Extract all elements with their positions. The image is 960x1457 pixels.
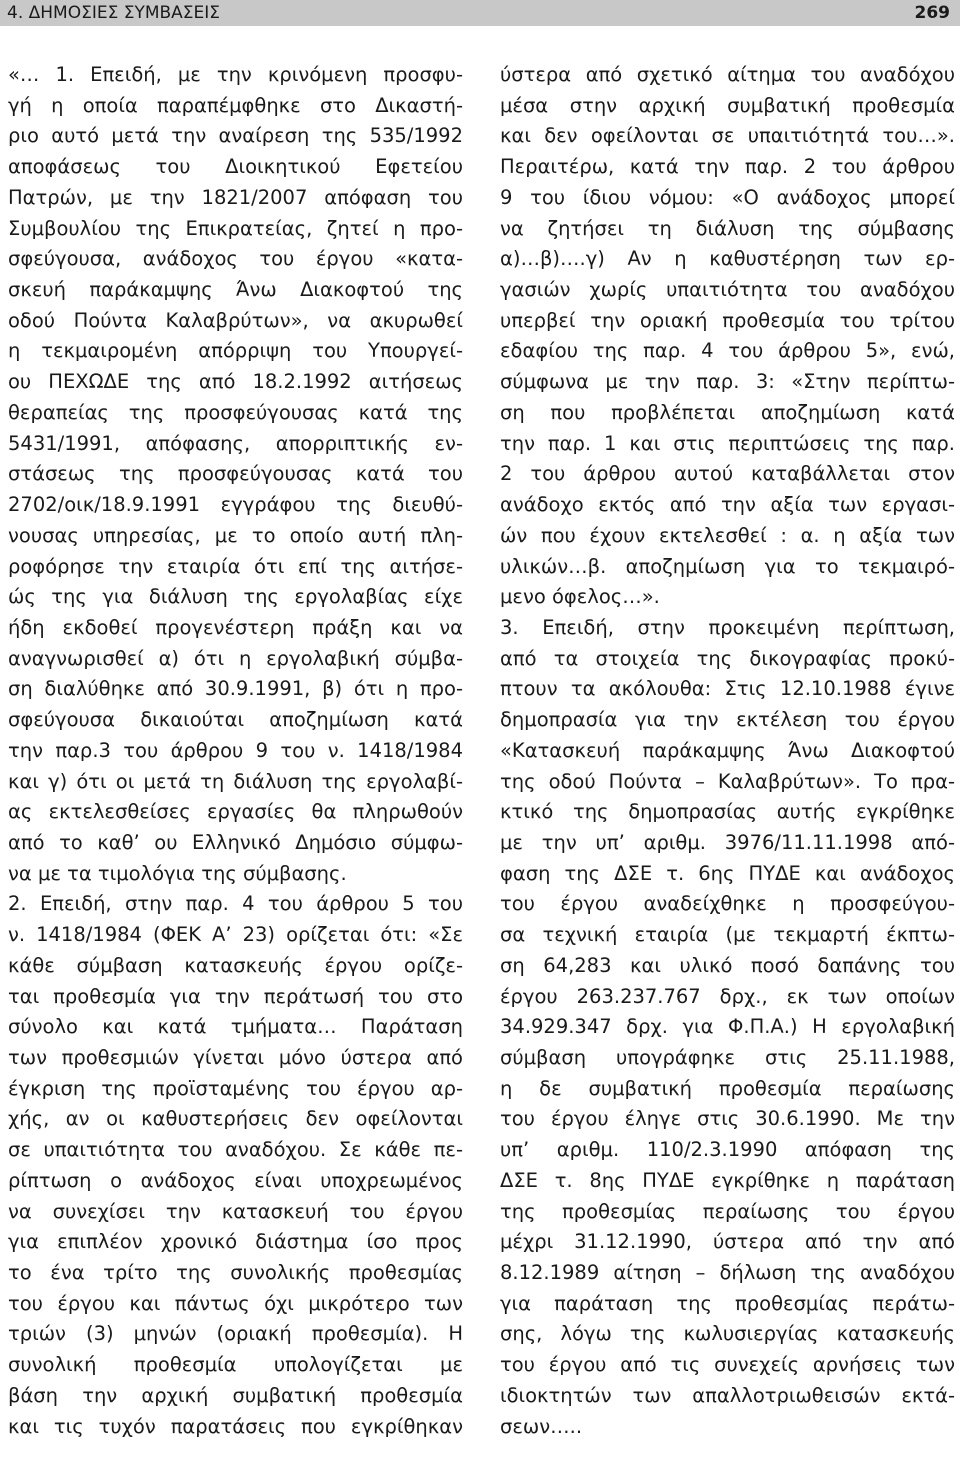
right-column-line: «Κατασκευή παράκαμψης Άνω Διακοφτού (500, 738, 955, 762)
right-column-line: δημοπρασία για την εκτέλεση του έργου (500, 708, 955, 732)
left-column-line: ήδη εκδοθεί προγενέστερη πράξη και να (8, 615, 463, 639)
left-column-line: σε υπαιτιότητα του αναδόχου. Σε κάθε πε- (8, 1138, 463, 1162)
right-column-line: σύμβαση υπογράφηκε στις 25.11.1988, (500, 1046, 955, 1069)
right-column-line: υλικών…β. αποζημίωση για το τεκμαιρό- (500, 554, 955, 578)
left-column-line: για επιπλέον χρονικό διάστημα ίσο προς (8, 1230, 463, 1254)
right-column-line: έργου 263.237.767 δρχ., εκ των οποίων (500, 984, 955, 1008)
section-title: 4. ΔΗΜΟΣΙΕΣ ΣΥΜΒΑΣΕΙΣ (7, 3, 221, 23)
left-column-line: στάσεως της προσφεύγουσας κατά του (8, 462, 463, 486)
right-column (500, 60, 955, 1442)
left-column-line: σκευή παράκαμψης Άνω Διακοφτού της (8, 278, 463, 302)
right-column-line: από τα στοιχεία της δικογραφίας προκύ- (500, 646, 955, 670)
left-column-line: η τεκμαιρομένη απόρριψη του Υπουργεί- (8, 339, 463, 363)
right-column-line: του έργου αναδείχθηκε η προσφεύγου- (500, 892, 955, 916)
left-column-line: Πατρών, με την 1821/2007 απόφαση του (8, 185, 463, 209)
right-column-line: 8.12.1989 αίτηση – δήλωση της αναδόχου (500, 1261, 955, 1285)
left-column-line: ου ΠΕΧΩΔΕ της από 18.2.1992 αιτήσεως (8, 370, 463, 394)
right-column-line: φαση της ΔΣΕ τ. 6ης ΠΥΔΕ και ανάδοχος (500, 861, 955, 885)
left-column-line: 5431/1991, απόφασης, απορριπτικής εν- (8, 431, 463, 455)
right-column-line: γασιών χωρίς υπαιτιότητα του αναδόχου (500, 278, 955, 302)
right-column-line: ση 64,283 και υλικό ποσό δαπάνης του (500, 953, 955, 977)
running-header (0, 0, 960, 26)
left-column-line: θεραπείας της προσφεύγουσας κατά της (8, 400, 463, 424)
left-column-line: κάθε σύμβαση κατασκευής έργου ορίζε- (8, 953, 463, 977)
left-column-line: 2. Επειδή, στην παρ. 4 του άρθρου 5 του (8, 892, 463, 916)
right-column-line: ύστερα από σχετικό αίτημα του αναδόχου (500, 63, 955, 86)
left-column-line: ση διαλύθηκε από 30.9.1991, β) ότι η προ- (8, 677, 463, 701)
right-column-line: ανάδοχο εκτός από την αξία των εργασι- (500, 493, 955, 517)
left-column-line: έγκριση της προϊσταμένης του έργου αρ- (8, 1076, 463, 1100)
right-column-line: 2 του άρθρου αυτού καταβάλλεται στον (500, 462, 955, 486)
right-column-line: μέσα στην αρχική συμβατική προθεσμία (500, 93, 955, 117)
left-column-line: τριών (3) μηνών (οριακή προθεσμία). Η (8, 1322, 463, 1346)
right-column-line: μέχρι 31.12.1990, ύστερα από την από (500, 1230, 955, 1254)
left-column-line: ας εκτελεσθείσες εργασίες θα πληρωθούν (8, 800, 463, 824)
right-column-line: του έργου έληγε στις 30.6.1990. Με την (500, 1107, 955, 1131)
right-column-line: 3. Επειδή, στην προκειμένη περίπτωση, (500, 615, 955, 639)
left-column-line: την παρ.3 του άρθρου 9 του ν. 1418/1984 (8, 738, 463, 762)
right-column-line: 34.929.347 δρχ. για Φ.Π.Α.) Η εργολαβική (500, 1015, 955, 1039)
left-column-line: ροφόρησε την εταιρία ότι επί της αιτήσε- (8, 554, 463, 578)
left-column-line: ριο αυτό μετά την αναίρεση της 535/1992 (8, 124, 463, 148)
right-column-line: σης, λόγω της κωλυσιεργίας κατασκευής (500, 1322, 955, 1346)
left-column-line: ώς της για διάλυση της εργολαβίας είχε (8, 585, 463, 609)
right-column-line: μενο όφελος…». (500, 585, 660, 609)
left-column-line: γή η οποία παραπέμφθηκε στο Δικαστή- (8, 93, 463, 117)
right-column-line: εδαφίου της παρ. 4 του άρθρου 5», ενώ, (500, 339, 955, 363)
left-column-line: ν. 1418/1984 (ΦΕΚ Α’ 23) ορίζεται ότι: «Σε (8, 923, 463, 947)
left-column-line: Συμβουλίου της Επικρατείας, ζητεί η προ- (8, 216, 463, 240)
right-column-line: ιδιοκτητών των απαλλοτριωθεισών εκτά- (500, 1383, 955, 1407)
right-column-line: κτικό της δημοπρασίας αυτής εγκρίθηκε (500, 800, 955, 824)
left-column-line: από το καθ’ ου Ελληνικό Δημόσιο σύμφω- (8, 830, 463, 854)
left-column-line: 2702/οικ/18.9.1991 εγγράφου της διευθύ- (8, 493, 463, 517)
left-column-line: και γ) ότι οι μετά τη διάλυση της εργολαβί- (8, 769, 463, 793)
right-column-line: Περαιτέρω, κατά την παρ. 2 του άρθρου (500, 155, 955, 179)
right-column-line: ΔΣΕ τ. 8ης ΠΥΔΕ εγκρίθηκε η παράταση (500, 1168, 955, 1192)
left-column (8, 60, 463, 1442)
left-column-line: να συνεχίσει την κατασκευή του έργου (8, 1199, 463, 1223)
right-column-line: ών που έχουν εκτελεσθεί : α. η αξία των (500, 523, 955, 547)
left-column-line: να με τα τιμολόγια της σύμβασης. (8, 861, 347, 885)
left-column-line: σφεύγουσα δικαιούται αποζημίωση κατά (8, 708, 463, 732)
left-column-line: σύνολο και κατά τμήματα… Παράταση (8, 1015, 463, 1039)
left-column-line: βάση την αρχική συμβατική προθεσμία (8, 1383, 463, 1407)
right-column-line: της οδού Πούντα – Καλαβρύτων». Το πρα- (500, 769, 955, 793)
left-column-line: αναγνωρισθεί α) ότι η εργολαβική σύμβα- (8, 646, 463, 670)
left-column-line: νουσας υπηρεσίας, με το οποίο αυτή πλη- (8, 523, 463, 547)
right-column-line: πτουν τα ακόλουθα: Στις 12.10.1988 έγινε (500, 677, 955, 701)
left-column-line: ρίπτωση ο ανάδοχος είναι υποχρεωμένος (8, 1168, 463, 1192)
left-column-line: οδού Πούντα Καλαβρύτων», να ακυρωθεί (8, 308, 463, 332)
right-column-line: της προθεσμίας περαίωσης του έργου (500, 1199, 955, 1223)
right-column-line: σεων….. (500, 1414, 583, 1438)
right-column-line: και δεν οφείλονται σε υπαιτιότητά του…». (500, 124, 955, 148)
left-column-line: το ένα τρίτο της συνολικής προθεσμίας (8, 1261, 463, 1285)
page-number: 269 (914, 3, 950, 23)
left-column-line: των προθεσμιών γίνεται μόνο ύστερα από (8, 1046, 463, 1069)
right-column-line: σα τεχνική εταιρία (με τεκμαρτή έκπτω- (500, 923, 955, 947)
right-column-line: σύμφωνα με την παρ. 3: «Στην περίπτω- (500, 370, 955, 394)
right-column-line: 9 του ίδιου νόμου: «Ο ανάδοχος μπορεί (500, 185, 955, 209)
left-column-line: αποφάσεως του Διοικητικού Εφετείου (8, 155, 463, 179)
left-column-line: συνολική προθεσμία υπολογίζεται με (8, 1353, 463, 1377)
right-column-line: υπ’ αριθμ. 110/2.3.1990 απόφαση της (500, 1138, 955, 1162)
left-column-line: ται προθεσμία για την περάτωσή του στο (8, 984, 463, 1008)
right-column-line: για παράταση της προθεσμίας περάτω- (500, 1291, 955, 1315)
right-column-line: την παρ. 1 και στις περιπτώσεις της παρ. (500, 431, 955, 455)
left-column-line: και τις τυχόν παρατάσεις που εγκρίθηκαν (8, 1414, 463, 1438)
right-column-line: υπερβεί την οριακή προθεσμία του τρίτου (500, 308, 955, 332)
right-column-line: να ζητήσει τη διάλυση της σύμβασης (500, 216, 955, 240)
right-column-line: α)…β)….γ) Αν η καθυστέρηση των ερ- (500, 247, 955, 271)
left-column-line: «… 1. Επειδή, με την κρινόμενη προσφυ- (8, 63, 463, 86)
right-column-line: του έργου από τις συνεχείς αρνήσεις των (500, 1353, 955, 1377)
left-column-line: χής, αν οι καθυστερήσεις δεν οφείλονται (8, 1107, 463, 1131)
left-column-line: του έργου και πάντως όχι μικρότερο των (8, 1291, 463, 1315)
right-column-line: ση που προβλέπεται αποζημίωση κατά (500, 400, 955, 424)
right-column-line: η δε συμβατική προθεσμία περαίωσης (500, 1076, 955, 1100)
left-column-line: σφεύγουσα, ανάδοχος του έργου «κατα- (8, 247, 463, 271)
right-column-line: με την υπ’ αριθμ. 3976/11.11.1998 από- (500, 830, 955, 854)
